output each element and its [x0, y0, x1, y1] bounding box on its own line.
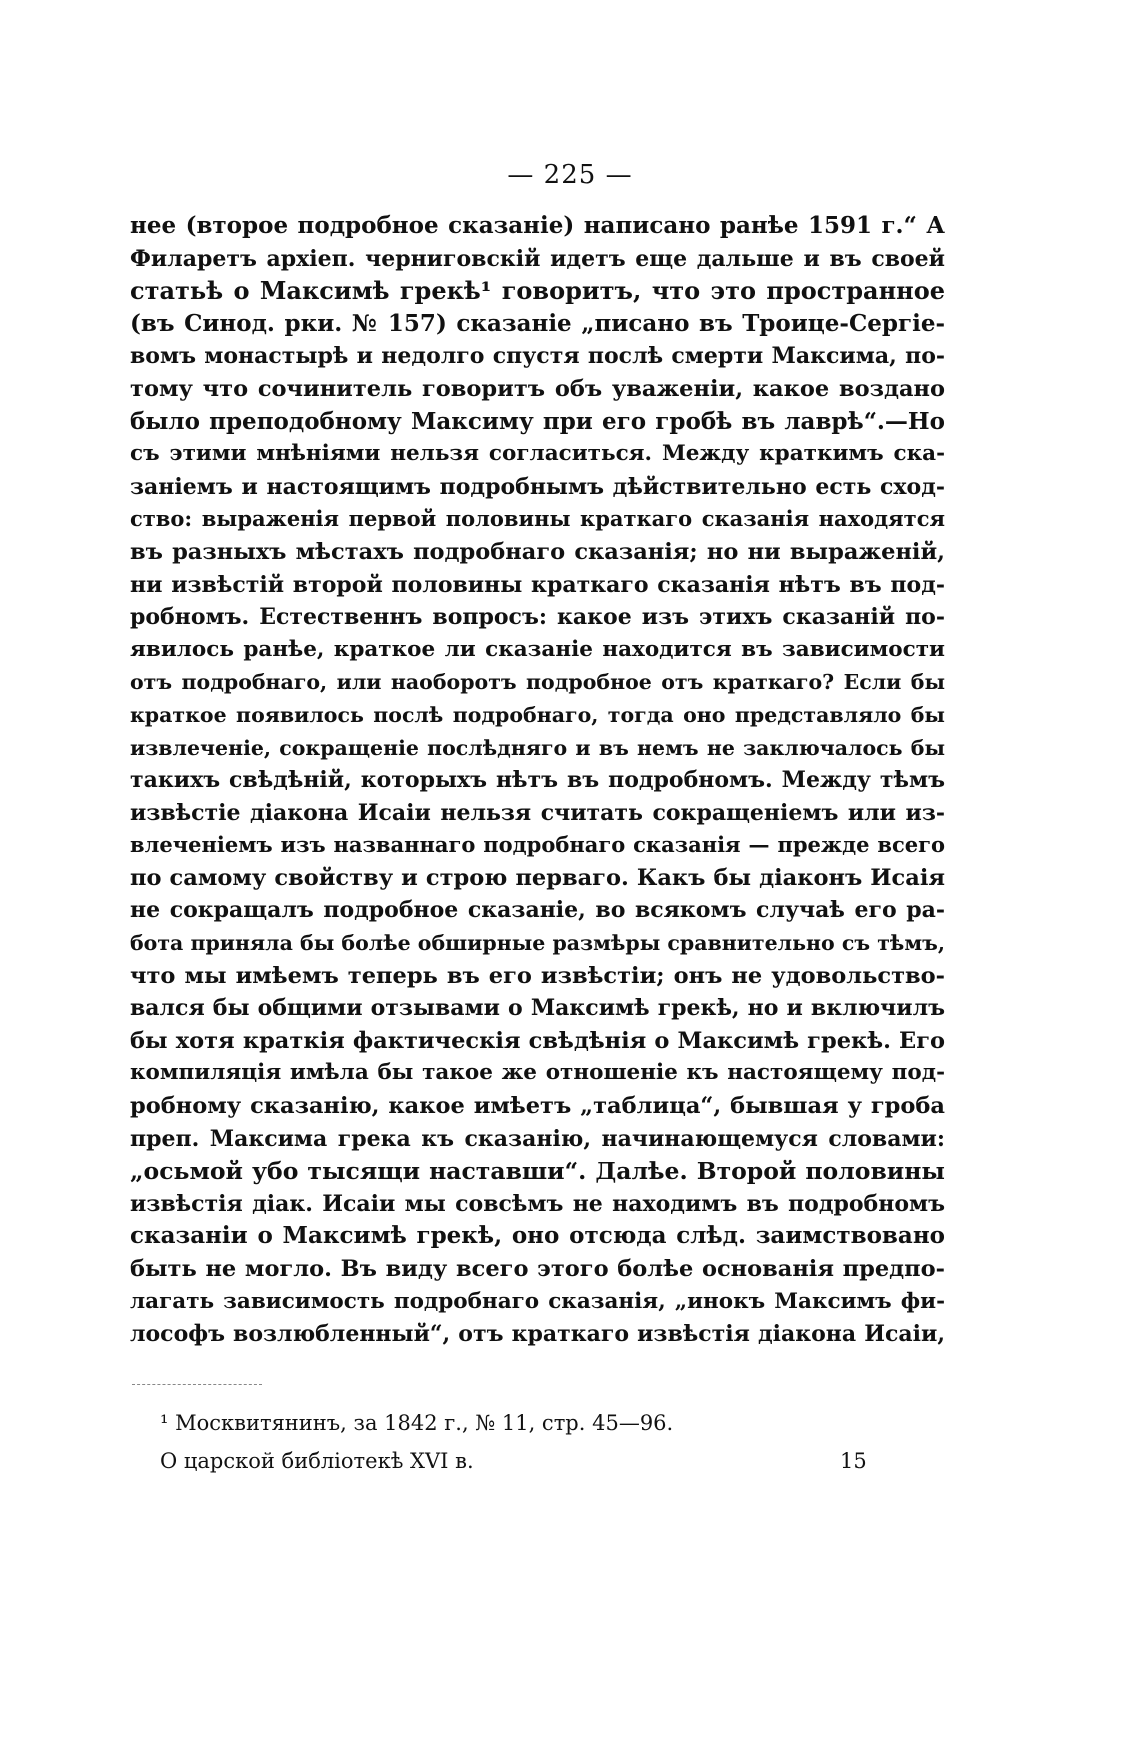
- text-line: ство: выраженія первой половины краткаго сказанія находятся: [130, 506, 945, 532]
- text-line: заніемъ и настоящимъ подробнымъ дѣйствительно есть сход-: [130, 473, 945, 500]
- text-line: съ этими мнѣніями нельзя согласиться. Между краткимъ ска-: [130, 441, 945, 467]
- text-line: нее (второе подробное сказаніе) написано ранѣе 1591 г.“ А: [130, 212, 945, 239]
- text-line: влеченіемъ изъ названнаго подробнаго сказанія — прежде всего: [130, 832, 945, 858]
- text-line: было преподобному Максиму при его гробѣ въ лаврѣ“.—Но: [130, 407, 945, 435]
- signature-number: 15: [840, 1449, 867, 1473]
- text-line: вался бы общими отзывами о Максимѣ грекѣ, но и включилъ: [130, 995, 945, 1022]
- text-line: робному сказанію, какое имѣетъ „таблица“, бывшая у гроба: [130, 1093, 945, 1120]
- signature-title: О царской библіотекѣ XVI в.: [160, 1449, 474, 1473]
- text-line: (въ Синод. рки. № 157) сказаніе „писано въ Троице-Сергіе-: [130, 309, 945, 337]
- text-line: въ разныхъ мѣстахъ подробнаго сказанія; но ни выраженій,: [130, 538, 945, 565]
- text-line: быть не могло. Въ виду всего этого болѣе основанія предпо-: [130, 1256, 945, 1282]
- text-line: робномъ. Естественнъ вопросъ: какое изъ этихъ сказаній по-: [130, 604, 945, 631]
- text-line: не сокращалъ подробное сказаніе, во всякомъ случаѣ его ра-: [130, 897, 945, 924]
- text-line: бы хотя краткія фактическія свѣдѣнія о Максимѣ грекѣ. Его: [130, 1027, 945, 1054]
- text-line: такихъ свѣдѣній, которыхъ нѣтъ въ подробномъ. Между тѣмъ: [130, 767, 945, 794]
- text-line: преп. Максима грека къ сказанію, начинающемуся словами:: [130, 1125, 945, 1152]
- text-line: краткое появилось послѣ подробнаго, тогда оно представляло бы: [130, 702, 945, 727]
- text-line: извѣстія діак. Исаіи мы совсѣмъ не находимъ въ подробномъ: [130, 1190, 945, 1217]
- text-line: лософъ возлюбленный“, отъ краткаго извѣстія діакона Исаіи,: [130, 1321, 945, 1348]
- text-line: Филаретъ архіеп. черниговскій идетъ еще дальше и въ своей: [130, 245, 945, 272]
- text-line: статьѣ о Максимѣ грекѣ¹ говоритъ, что это пространное: [130, 276, 945, 306]
- text-line: бота приняла бы болѣе обширные размѣры сравнительно съ тѣмъ,: [130, 931, 945, 956]
- text-line: отъ подробнаго, или наоборотъ подробное отъ краткаго? Если бы: [130, 670, 945, 695]
- text-line: лагать зависимость подробнаго сказанія, „инокъ Максимъ фи-: [130, 1288, 945, 1314]
- text-line: „осьмой убо тысящи наставши“. Далѣе. Второй половины: [130, 1157, 945, 1186]
- footnote-divider: [132, 1384, 262, 1385]
- text-line: сказаніи о Максимѣ грекѣ, оно отсюда слѣд. заимствовано: [130, 1222, 945, 1250]
- footnote: ¹ Москвитянинъ, за 1842 г., № 11, стр. 45—96.: [160, 1411, 674, 1435]
- text-line: тому что сочинитель говоритъ объ уваженіи, какое воздано: [130, 375, 945, 402]
- text-line: извѣстіе діакона Исаіи нельзя считать сокращеніемъ или из-: [130, 799, 945, 826]
- text-line: что мы имѣемъ теперь въ его извѣстіи; онъ не удовольство-: [130, 962, 945, 989]
- page-number: — 225 —: [507, 160, 633, 190]
- body-text: [130, 210, 945, 1351]
- text-line: по самому свойству и строю перваго. Какъ бы діаконъ Исаія: [130, 864, 945, 891]
- text-line: вомъ монастырѣ и недолго спустя послѣ смерти Максима, по-: [130, 343, 945, 370]
- text-line: ни извѣстій второй половины краткаго сказанія нѣтъ въ под-: [130, 571, 945, 598]
- text-line: извлеченіе, сокращеніе послѣдняго и въ немъ не заключалось бы: [130, 735, 945, 760]
- text-line: компиляція имѣла бы такое же отношеніе къ настоящему под-: [130, 1060, 945, 1086]
- text-line: явилось ранѣе, краткое ли сказаніе находится въ зависимости: [130, 636, 945, 662]
